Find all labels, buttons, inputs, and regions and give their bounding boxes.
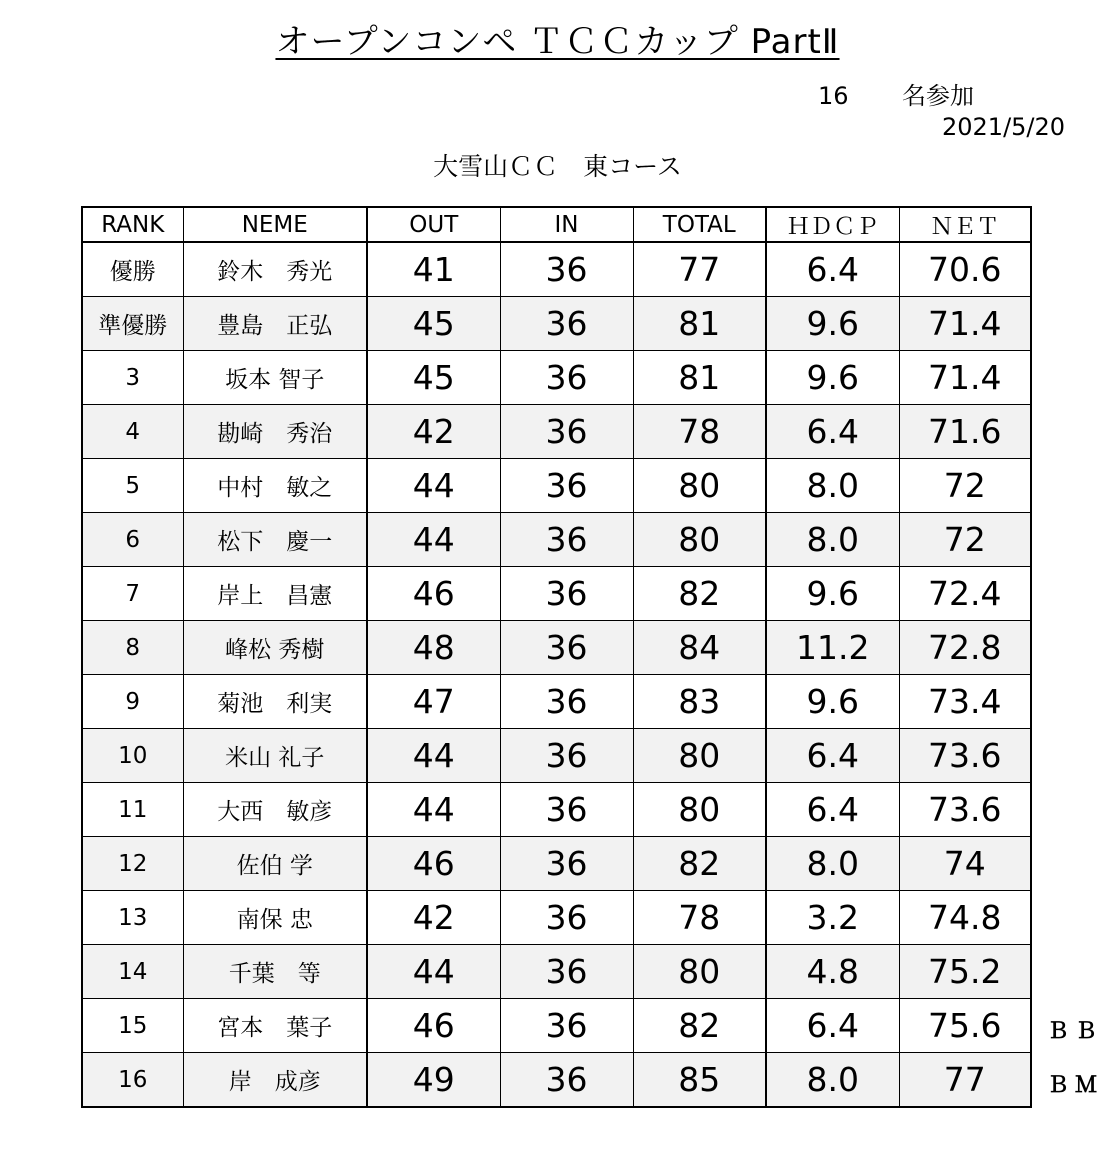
header-rank: RANK (82, 207, 183, 242)
cell-hdcp: 6.4 (766, 242, 899, 297)
header-name: NEME (183, 207, 367, 242)
cell-total: 80 (633, 513, 766, 567)
cell-name: 豊島 正弘 (183, 297, 367, 351)
cell-hdcp: 9.6 (766, 297, 899, 351)
header-in: IN (500, 207, 633, 242)
cell-rank: 16 (82, 1053, 183, 1108)
venue-name: 大雪山ＣＣ 東コース (433, 152, 682, 181)
cell-total: 85 (633, 1053, 766, 1108)
table-row (82, 729, 1031, 783)
table-row (82, 999, 1031, 1053)
cell-out: 42 (367, 405, 500, 459)
cell-hdcp: 6.4 (766, 999, 899, 1053)
cell-net: 75.2 (899, 945, 1031, 999)
cell-name: 南保 忠 (183, 891, 367, 945)
cell-name: 松下 慶一 (183, 513, 367, 567)
cell-in: 36 (500, 891, 633, 945)
cell-in: 36 (500, 459, 633, 513)
cell-name: 坂本 智子 (183, 351, 367, 405)
cell-rank: 優勝 (82, 242, 183, 297)
cell-net: 71.6 (899, 405, 1031, 459)
header-total: TOTAL (633, 207, 766, 242)
cell-rank: 5 (82, 459, 183, 513)
cell-hdcp: 8.0 (766, 459, 899, 513)
cell-hdcp: 6.4 (766, 729, 899, 783)
cell-total: 77 (633, 242, 766, 297)
cell-rank: 11 (82, 783, 183, 837)
cell-hdcp: 8.0 (766, 513, 899, 567)
table-row (82, 297, 1031, 351)
cell-out: 41 (367, 242, 500, 297)
cell-net: 71.4 (899, 297, 1031, 351)
cell-out: 44 (367, 459, 500, 513)
cell-net: 73.6 (899, 729, 1031, 783)
table-row (82, 351, 1031, 405)
cell-out: 44 (367, 783, 500, 837)
cell-net: 72.8 (899, 621, 1031, 675)
cell-name: 峰松 秀樹 (183, 621, 367, 675)
table-row (82, 675, 1031, 729)
cell-total: 82 (633, 837, 766, 891)
cell-hdcp: 6.4 (766, 783, 899, 837)
cell-out: 44 (367, 513, 500, 567)
cell-in: 36 (500, 621, 633, 675)
cell-rank: 12 (82, 837, 183, 891)
cell-rank: 6 (82, 513, 183, 567)
cell-total: 80 (633, 459, 766, 513)
cell-in: 36 (500, 351, 633, 405)
cell-total: 80 (633, 729, 766, 783)
cell-net: 74.8 (899, 891, 1031, 945)
header-row (82, 207, 1031, 242)
cell-in: 36 (500, 567, 633, 621)
table-row (82, 783, 1031, 837)
header-net: ＮＥＴ (899, 207, 1031, 242)
cell-rank: 10 (82, 729, 183, 783)
cell-out: 47 (367, 675, 500, 729)
cell-total: 80 (633, 945, 766, 999)
cell-hdcp: 9.6 (766, 675, 899, 729)
cell-total: 78 (633, 405, 766, 459)
table-row (82, 405, 1031, 459)
cell-in: 36 (500, 783, 633, 837)
cell-in: 36 (500, 1053, 633, 1108)
cell-total: 83 (633, 675, 766, 729)
cell-net: 73.4 (899, 675, 1031, 729)
cell-net: 72 (899, 513, 1031, 567)
table-row (82, 621, 1031, 675)
cell-name: 佐伯 学 (183, 837, 367, 891)
cell-net: 77 (899, 1053, 1031, 1108)
cell-out: 42 (367, 891, 500, 945)
table-row (82, 513, 1031, 567)
cell-out: 49 (367, 1053, 500, 1108)
table-row (82, 567, 1031, 621)
cell-name: 勘崎 秀治 (183, 405, 367, 459)
participant-count (818, 76, 974, 111)
cell-name: 岸上 昌憲 (183, 567, 367, 621)
table-row (82, 837, 1031, 891)
cell-out: 48 (367, 621, 500, 675)
participant-number: 16 (818, 82, 849, 110)
cell-net: 74 (899, 837, 1031, 891)
cell-rank: 8 (82, 621, 183, 675)
cell-out: 45 (367, 351, 500, 405)
cell-rank: 13 (82, 891, 183, 945)
table-row (82, 1053, 1031, 1108)
cell-in: 36 (500, 999, 633, 1053)
cell-out: 44 (367, 945, 500, 999)
cell-hdcp: 3.2 (766, 891, 899, 945)
cell-hdcp: 9.6 (766, 351, 899, 405)
table-row (82, 891, 1031, 945)
cell-name: 菊池 利実 (183, 675, 367, 729)
cell-rank: 9 (82, 675, 183, 729)
cell-out: 46 (367, 837, 500, 891)
cell-rank: 15 (82, 999, 183, 1053)
row-mark: ＢＭ (1047, 1073, 1104, 1098)
cell-in: 36 (500, 405, 633, 459)
cell-net: 70.6 (899, 242, 1031, 297)
cell-in: 36 (500, 837, 633, 891)
cell-total: 80 (633, 783, 766, 837)
cell-rank: 4 (82, 405, 183, 459)
results-body (82, 242, 1031, 1107)
cell-hdcp: 8.0 (766, 837, 899, 891)
cell-name: 宮本 葉子 (183, 999, 367, 1053)
cell-in: 36 (500, 945, 633, 999)
cell-net: 72.4 (899, 567, 1031, 621)
cell-net: 72 (899, 459, 1031, 513)
cell-name: 岸 成彦 (183, 1053, 367, 1108)
cell-total: 81 (633, 351, 766, 405)
participant-label: 名参加 (902, 82, 974, 110)
results-table (81, 206, 1032, 1108)
header-hdcp: ＨＤＣＰ (766, 207, 899, 242)
table-row (82, 242, 1031, 297)
cell-out: 44 (367, 729, 500, 783)
cell-total: 82 (633, 999, 766, 1053)
cell-rank: 7 (82, 567, 183, 621)
cell-hdcp: 4.8 (766, 945, 899, 999)
cell-name: 大西 敏彦 (183, 783, 367, 837)
cell-in: 36 (500, 513, 633, 567)
cell-name: 鈴木 秀光 (183, 242, 367, 297)
cell-total: 84 (633, 621, 766, 675)
table-row (82, 945, 1031, 999)
row-mark: ＢＢ (1047, 1019, 1104, 1044)
cell-name: 千葉 等 (183, 945, 367, 999)
cell-total: 82 (633, 567, 766, 621)
cell-rank: 3 (82, 351, 183, 405)
header-out: OUT (367, 207, 500, 242)
cell-out: 46 (367, 567, 500, 621)
cell-in: 36 (500, 242, 633, 297)
cell-in: 36 (500, 297, 633, 351)
cell-name: 米山 礼子 (183, 729, 367, 783)
cell-out: 46 (367, 999, 500, 1053)
cell-hdcp: 9.6 (766, 567, 899, 621)
cell-in: 36 (500, 675, 633, 729)
cell-net: 71.4 (899, 351, 1031, 405)
cell-total: 81 (633, 297, 766, 351)
cell-hdcp: 11.2 (766, 621, 899, 675)
cell-in: 36 (500, 729, 633, 783)
event-date: 2021/5/20 (942, 113, 1066, 141)
cell-net: 73.6 (899, 783, 1031, 837)
cell-hdcp: 8.0 (766, 1053, 899, 1108)
cell-rank: 準優勝 (82, 297, 183, 351)
document-title: オープンコンペ ＴＣＣカップ PartⅡ (275, 22, 840, 62)
cell-out: 45 (367, 297, 500, 351)
cell-rank: 14 (82, 945, 183, 999)
cell-name: 中村 敏之 (183, 459, 367, 513)
table-row (82, 459, 1031, 513)
cell-hdcp: 6.4 (766, 405, 899, 459)
cell-net: 75.6 (899, 999, 1031, 1053)
cell-total: 78 (633, 891, 766, 945)
